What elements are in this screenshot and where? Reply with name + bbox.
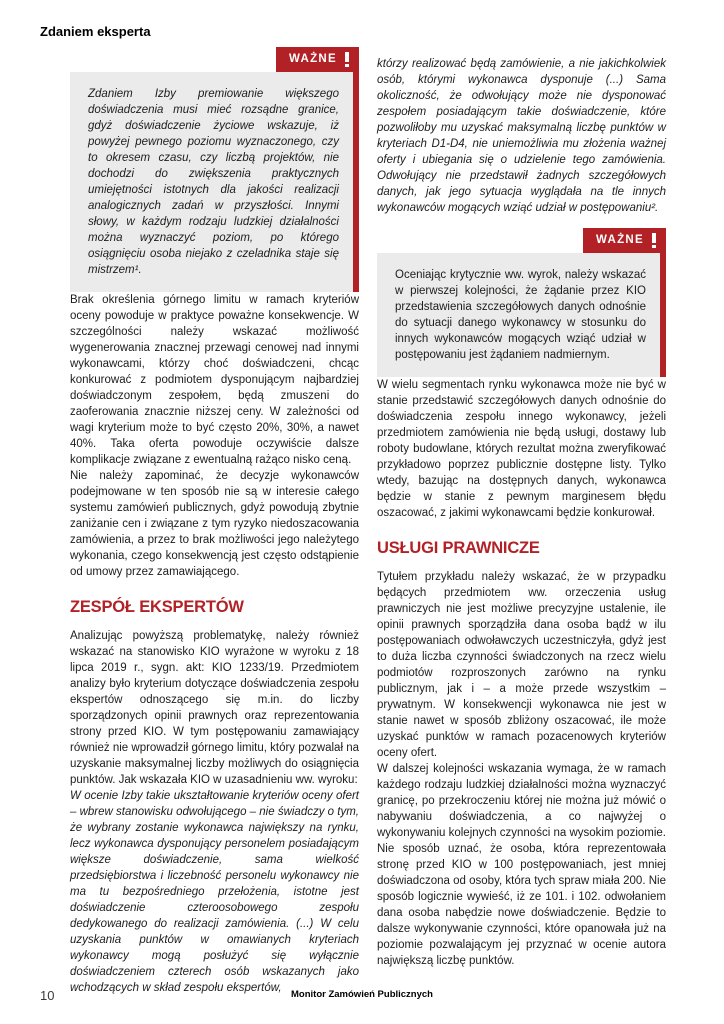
paragraph-kio-quote-part1: W ocenie Izby takie ukształtowanie kryteriów oceny ofert – wbrew stanowisku odwołującego – nie świadczy o tym, że wybrany zostanie wykonawca największy na rynku, lecz wykonawca dysponujący personelem posiadającym większe doświadczenie, sama wielkość przedsiębiorstwa i liczebność personelu wykonawcy nie ma tu bezpośredniego przełożenia, istotne jest doświadczenie czteroosobowego zespołu dedykowanego do realizacji zamówienia. (...) W celu uzyskania punktów w omawianych kryteriach wykonawcy mogą posłużyć się wyłącznie doświadczeniem czterech osób wskazanych jako wchodzących w skład zespołu ekspertów, — [70, 790, 359, 994]
section-heading-zespol-ekspertow: ZESPÓŁ EKSPERTÓW — [70, 598, 244, 616]
paragraph-legal-services-example: Tytułem przykładu należy wskazać, że w przypadku będących przedmiotem ww. orzeczenia usług prawniczych nie jest możliwe precyzyjne ustalenie, ile opinii prawnych sporządziła dana osoba bądź w ilu postępowaniach odwoławczych uczestniczyła, gdyż jest to duża liczba czynności świadczonych na rzecz wielu podmiotów rozproszonych zarówno na rynku publicznym, jak i – a może przede wszystkim – prywatnym. W konsekwencji wykonawca nie jest w stanie nawet w sposób zbliżony oszacować, ile może uzyskać punktów w ramach pozacenowych kryteriów oceny ofert. — [377, 571, 666, 759]
footer-journal-title: Monitor Zamówień Publicznych — [291, 989, 433, 1000]
right-column — [377, 47, 666, 996]
page-section-label: Zdaniem eksperta — [40, 24, 151, 39]
two-column-layout — [70, 47, 666, 996]
important-badge — [583, 228, 666, 253]
footer-page-number: 10 — [40, 988, 55, 1003]
exclamation-icon — [652, 233, 656, 248]
expert-quote-box-2: Oceniając krytycznie ww. wyrok, należy wskazać w pierwszej kolejności, że żądanie przez KIO przedstawienia szczegółowych danych odnośnie do sytuacji danego wykonawcy w stosunku do innych wykonawców mogących wziąć udział w postępowaniu jest żądaniem nadmiernym. — [377, 253, 666, 377]
paragraph-experience-limit-argument: W dalszej kolejności wskazania wymaga, że w ramach każdego rodzaju ludzkiej działalności można wyznaczyć granicę, po przekroczeniu której nie można już mówić o nabywaniu doświadczenia, a co najwyżej o wykonywaniu kolejnych czynności na wysokim poziomie. Nie sposób uznać, że osoba, która reprezentowała stronę przed KIO w 100 postępowaniach, jest mniej doświadczona od osoby, która tych spraw miała 200. Nie sposób logicznie wywieść, iż ze 101. i 102. odwołaniem dana osoba nabędzie nowe doświadczenie. Będzie to dalsze wykonywanie czynności, które opanowała już na poziomie pozwalającym jej przyznać w ocenie autora największą liczbę punktów. — [377, 763, 666, 967]
paragraph-kio-quote-part2: którzy realizować będą zamówienie, a nie jakichkolwiek osób, którymi wykonawca dysponuje (...) Sama okoliczność, że odwołujący może nie dysponować zespołem posiadającym takie doświadczenie, które pozwoliłoby mu uzyskać maksymalną liczbę punktów w kryteriach D1-D4, nie uniemożliwia mu złożenia ważnej oferty i ubiegania się o udzielenie tego zamówienia. Odwołujący nie przedstawił żadnych szczegółowych danych, jak jego sytuacja wyglądała na tle innych wykonawców mogących wziąć udział w postępowaniu². — [377, 58, 666, 214]
paragraph-contractor-decisions: Nie należy zapominać, że decyzje wykonawców podejmowane w ten sposób nie są w interesie całego systemu zamówień publicznych, gdyż powodują zbytnie zaniżanie cen i związane z tym ryzyko niedoszacowania zamówienia, a przez to brak możliwości jego należytego wykonania, czego konsekwencją jest często odstąpienie od umowy przez zamawiającego. — [70, 470, 359, 578]
important-badge-row-1 — [70, 47, 359, 72]
exclamation-icon — [345, 52, 349, 67]
important-badge — [276, 47, 359, 72]
paragraph-market-segments: W wielu segmentach rynku wykonawca może nie być w stanie przedstawić szczegółowych danych odnośnie do doświadczenia zespołu innego wykonawcy, jeżeli przedmiotem zamówienia nie będą usługi, dostawy lub roboty budowlane, których rezultat można zweryfikować przykładowo poprzez publicznie dostępne listy. Tylko wtedy, bazując na dostępnych danych, wykonawca będzie w stanie z pewnym marginesem błędu oszacować, z jakimi wykonawcami będzie konkurował. — [377, 379, 666, 519]
important-badge-label: WAŻNE — [595, 233, 644, 246]
expert-quote-box-1: Zdaniem Izby premiowanie większego doświadczenia musi mieć rozsądne granice, gdyż doświadczenie życiowe wskazuje, iż powyżej pewnego poziomu wyznaczonego, czy to okresem czasu, czy liczbą projektów, nie dochodzi do zwiększenia praktycznych umiejętności istotnych dla jakości realizacji analogicznych zadań w przyszłości. Innymi słowy, w każdym rodzaju ludzkiej działalności można wyznaczyć poziom, po którego osiągnięciu osoba niejako z czeladnika staje się mistrzem¹. — [70, 72, 359, 292]
left-column — [70, 47, 359, 996]
paragraph-upper-limit-consequences: Brak określenia górnego limitu w ramach kryteriów oceny powoduje w praktyce poważne konsekwencje. W szczególności należy wskazać możliwość wygenerowania znacznej przewagi cenowej nad innymi wykonawcami, którzy choć doświadczeni, chcąc konkurować z podmiotem dysponującym najbardziej doświadczonym zespołem, będą zmuszeni do zaoferowania znacznie niższej ceny. W zależności od wagi kryterium może to być często 20%, 30%, a nawet 40%. Taka oferta powoduje oczywiście dalsze komplikacje związane z ewentualną rażąco nisko ceną. — [70, 294, 359, 466]
section-heading-uslugi-prawnicze: USŁUGI PRAWNICZE — [377, 539, 540, 557]
paragraph-kio-ruling-analysis: Analizując powyższą problematykę, należy również wskazać na stanowisko KIO wyrażone w wyroku z 18 lipca 2019 r., sygn. akt: KIO 1233/19. Przedmiotem analizy było kryterium dotyczące doświadczenia zespołu ekspertów odnoszącego się m.in. do liczby sporządzonych opinii prawnych oraz reprezentowania strony przed KIO. W tym postępowaniu zamawiający również nie wprowadził górnego limitu, który pozwalał na uzyskanie maksymalnej liczby możliwych do osiągnięcia punktów. Jak wskazała KIO w uzasadnieniu ww. wyroku: — [70, 630, 359, 786]
important-badge-label: WAŻNE — [288, 52, 337, 65]
important-badge-row-2 — [377, 228, 666, 253]
